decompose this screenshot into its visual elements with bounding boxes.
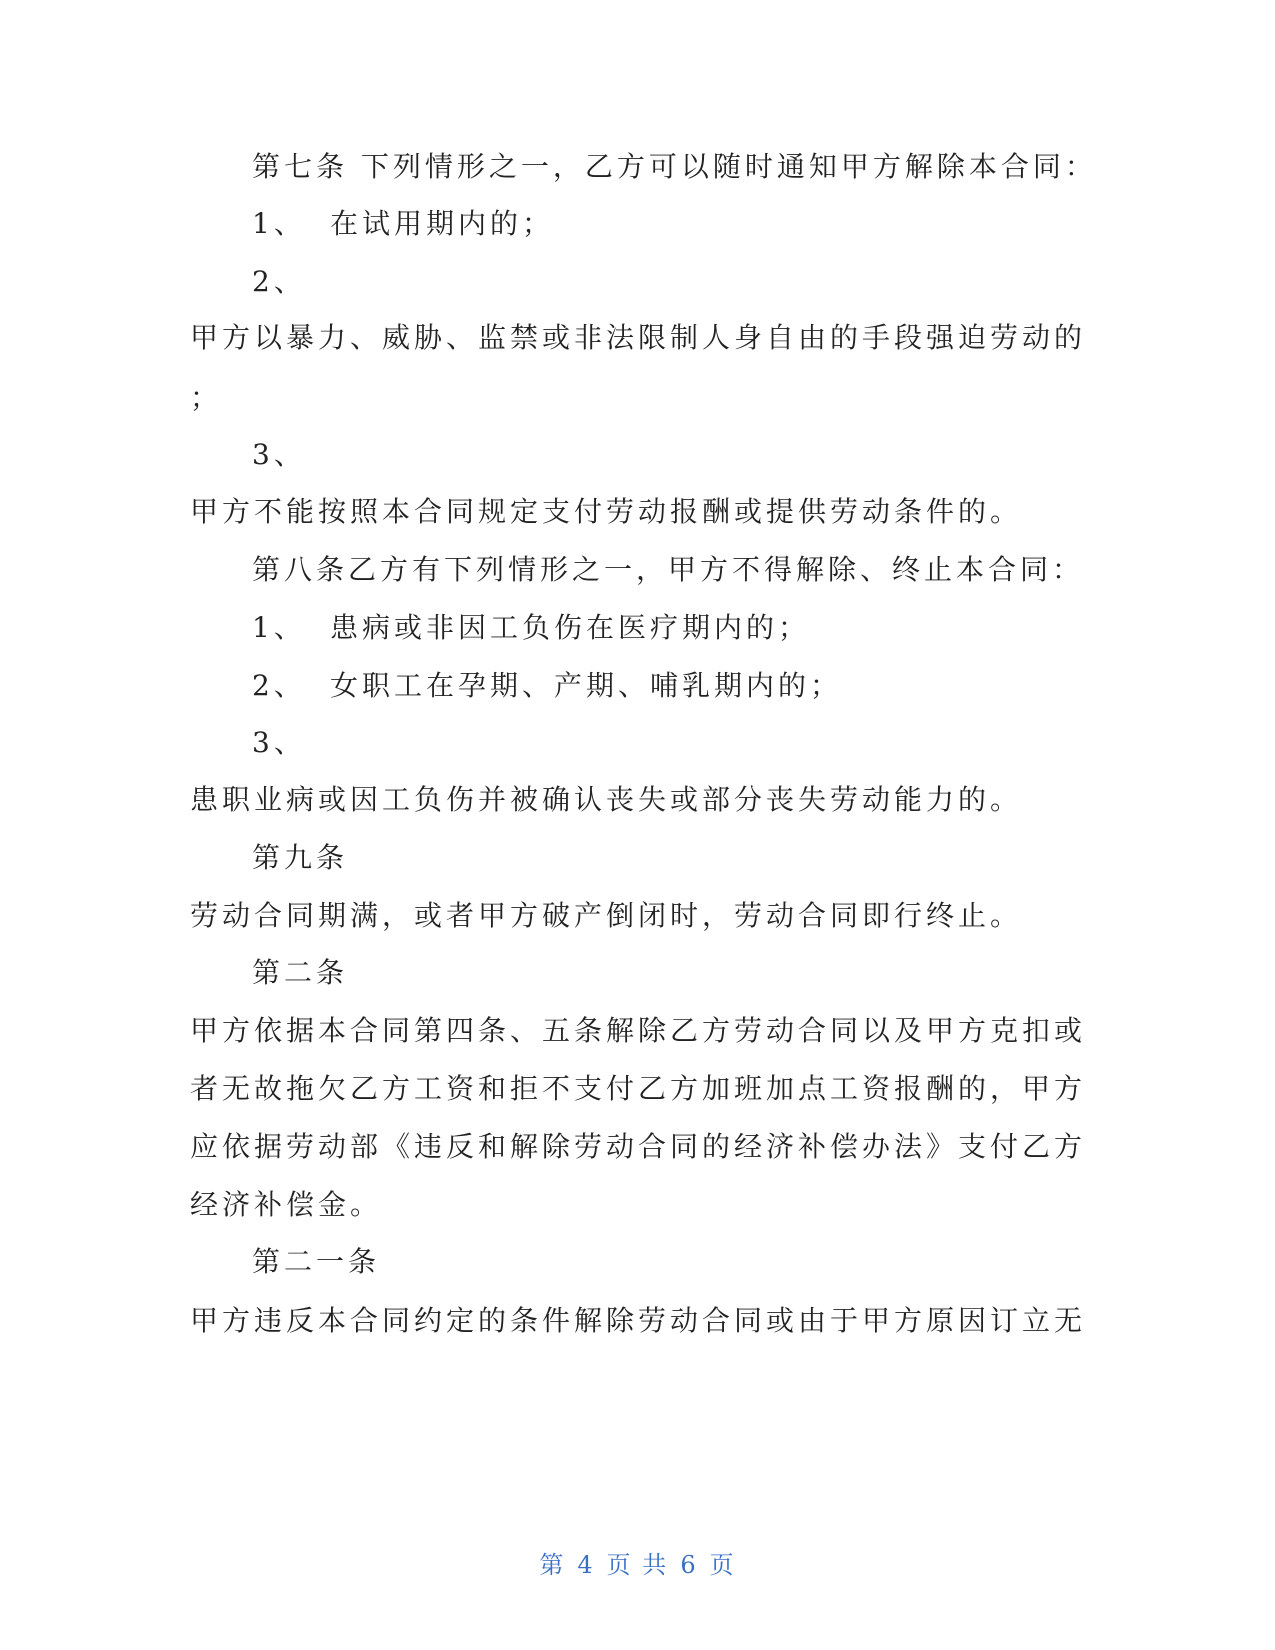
paragraph-line <box>190 1127 1086 1167</box>
list-number: 3、 <box>252 726 306 759</box>
line-text: 第七条 下列情形之一，乙方可以随时通知甲方解除本合同： <box>252 150 1097 183</box>
line-text: 患病或非因工负伤在医疗期内的； <box>330 611 811 644</box>
list-item <box>252 608 810 648</box>
line-text: 应依据劳动部《违反和解除劳动合同的经济补偿办法》支付乙方 <box>190 1130 1087 1163</box>
line-text: 女职工在孕期、产期、哺乳期内的； <box>330 669 843 702</box>
list-item <box>252 435 330 475</box>
article-heading <box>252 953 348 993</box>
line-text: 患职业病或因工负伤并被确认丧失或部分丧失劳动能力的。 <box>190 783 1023 816</box>
paragraph-line <box>190 378 222 418</box>
paragraph-line <box>190 1069 1086 1109</box>
line-text: 甲方依据本合同第四条、五条解除乙方劳动合同以及甲方克扣或 <box>190 1014 1087 1047</box>
page-footer <box>0 1545 1275 1580</box>
footer-suffix: 页 <box>709 1551 736 1579</box>
paragraph-line <box>190 492 1022 532</box>
article-9-heading <box>252 838 348 878</box>
paragraph-line <box>190 1185 382 1225</box>
line-text: 甲方以暴力、威胁、监禁或非法限制人身自由的手段强迫劳动的 <box>190 321 1087 354</box>
list-number: 3、 <box>252 438 306 471</box>
line-text: 劳动合同期满，或者甲方破产倒闭时，劳动合同即行终止。 <box>190 899 1023 932</box>
list-number: 1、 <box>252 611 306 644</box>
list-item <box>252 666 842 706</box>
footer-prefix: 第 <box>539 1551 566 1579</box>
paragraph-line <box>190 1301 1086 1341</box>
list-number: 2、 <box>252 669 306 702</box>
paragraph-line <box>190 896 1022 936</box>
page-number: 4 <box>577 1551 595 1579</box>
list-item <box>252 204 554 244</box>
list-number: 1、 <box>252 207 306 240</box>
list-item <box>252 723 330 763</box>
line-text: 在试用期内的； <box>330 207 555 240</box>
paragraph-line <box>190 780 1022 820</box>
line-text: 第二条 <box>252 956 349 989</box>
line-text: ； <box>190 381 223 414</box>
line-text: 甲方违反本合同约定的条件解除劳动合同或由于甲方原因订立无 <box>190 1304 1087 1337</box>
page-total: 6 <box>680 1551 698 1579</box>
line-text: 第九条 <box>252 841 349 874</box>
list-number: 2、 <box>252 265 306 298</box>
article-7-heading <box>252 147 1097 187</box>
footer-middle: 页 共 <box>606 1551 669 1579</box>
line-text: 第二一条 <box>252 1245 381 1278</box>
line-text: 经济补偿金。 <box>190 1188 383 1221</box>
line-text: 甲方不能按照本合同规定支付劳动报酬或提供劳动条件的。 <box>190 495 1023 528</box>
paragraph-line <box>190 318 1086 358</box>
article-heading <box>252 1242 380 1282</box>
article-8-heading <box>252 550 1084 590</box>
line-text: 第八条乙方有下列情形之一，甲方不得解除、终止本合同： <box>252 553 1085 586</box>
line-text: 者无故拖欠乙方工资和拒不支付乙方加班加点工资报酬的，甲方 <box>190 1072 1087 1105</box>
list-item <box>252 262 330 302</box>
paragraph-line <box>190 1011 1086 1051</box>
